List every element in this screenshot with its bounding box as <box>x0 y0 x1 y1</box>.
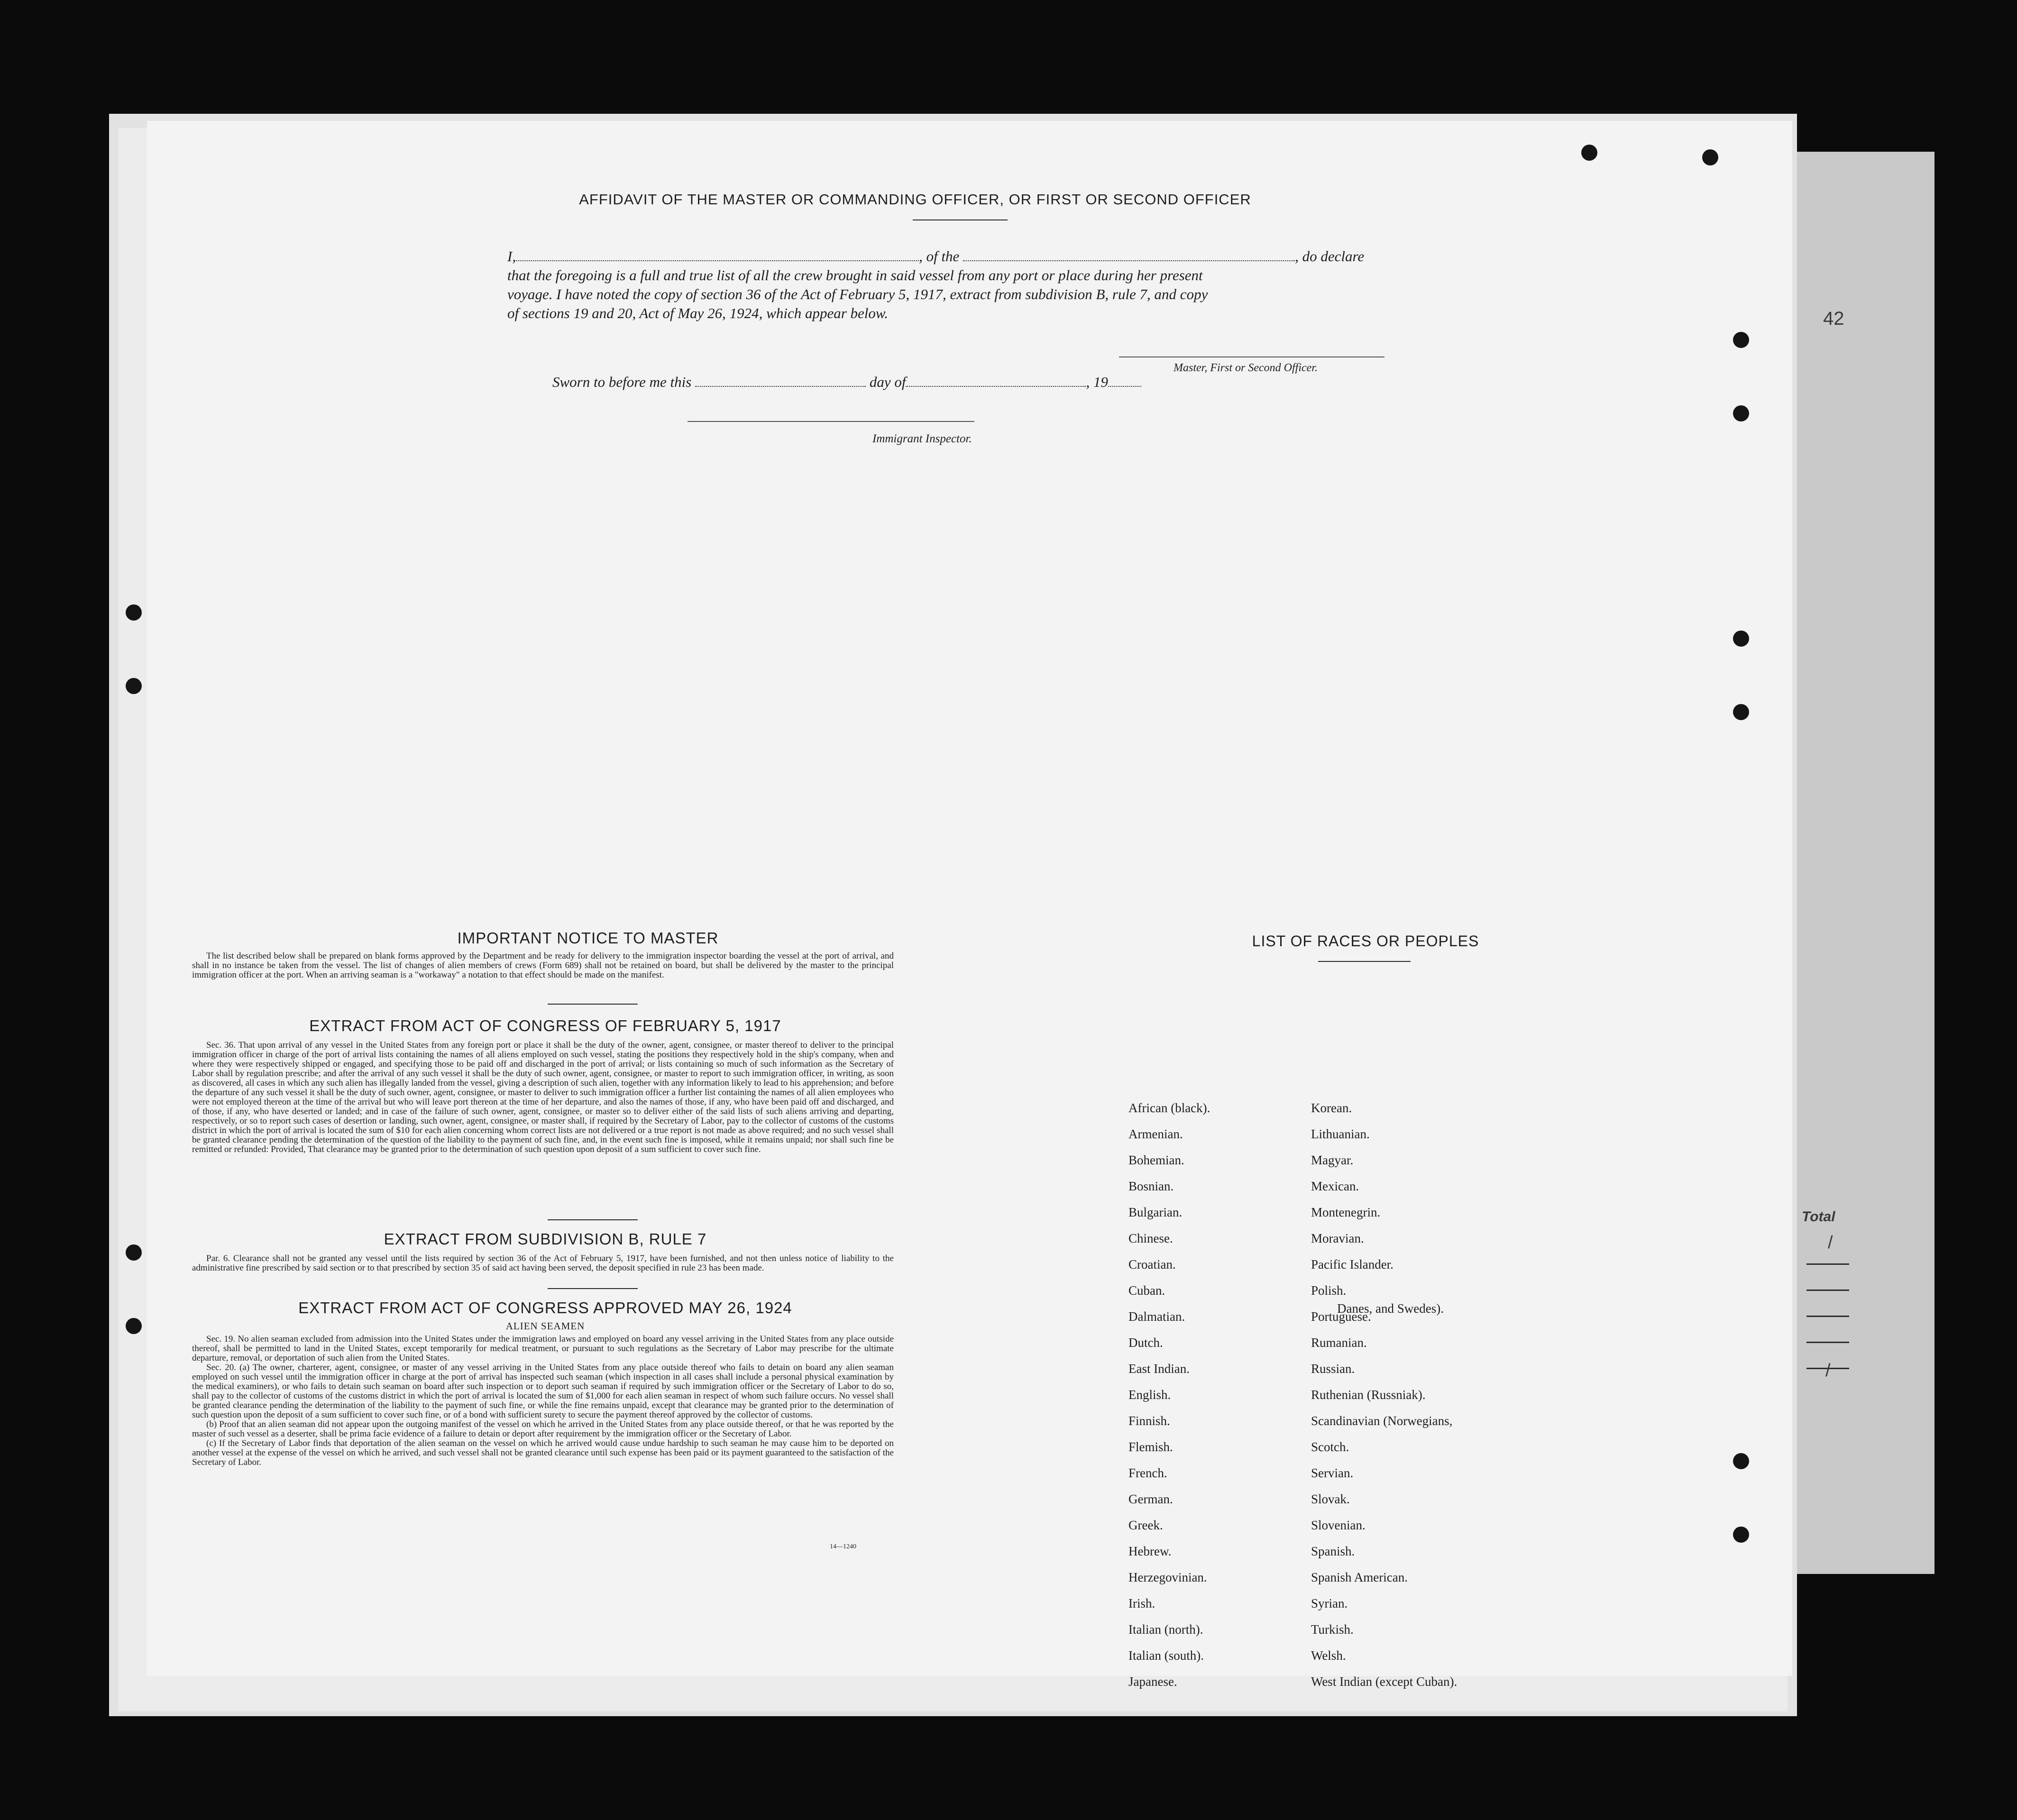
binder-hole <box>1702 149 1718 165</box>
race-item: Finnish. <box>1128 1414 1170 1428</box>
race-item: Dalmatian. <box>1128 1309 1185 1324</box>
race-item: Servian. <box>1311 1466 1354 1480</box>
section-rule <box>548 1288 638 1289</box>
inspector-label: Immigrant Inspector. <box>872 432 972 445</box>
rule7-paragraph: Par. 6. Clearance shall not be granted any vessel until the lists required by section 36 of the Act of February 5, 1917, have been furnished, and not then unless notice of liability to the administrative fine prescribed by said section or to that prescribed by section 35 of said act having been served, the deposit specified in rule 23 has been made. <box>192 1253 894 1273</box>
page-number: 42 <box>1823 308 1844 329</box>
section-20c-paragraph: (c) If the Secretary of Labor finds that deportation of the alien seaman on the vessel on which he arrived would cause undue hardship to such seaman he may cause him to be deported on another vessel at the expense of the vessel on which he arrived, and such vessel shall not be granted clearance until such expense has been paid or its payment guaranteed to the satisfaction of the Secretary of Labor. <box>192 1438 894 1467</box>
race-item: Bosnian. <box>1128 1179 1174 1193</box>
race-item: Magyar. <box>1311 1153 1354 1167</box>
tally-heading: Total <box>1802 1209 1835 1225</box>
race-item: Bulgarian. <box>1128 1205 1183 1219</box>
race-item: Ruthenian (Russniak). <box>1311 1388 1426 1402</box>
tally-mark: / <box>1828 1233 1833 1253</box>
race-item: African (black). <box>1128 1101 1210 1115</box>
race-item: East Indian. <box>1128 1362 1190 1376</box>
section-20b-paragraph: (b) Proof that an alien seaman did not appear upon the outgoing manifest of the vessel on which he arrived in the United States from any place outside thereof, or that he was reported by the master of such vessel as a deserter, shall be prima facie evidence of a failure to detain or deport after requirement by the immigration officer or the Secretary of Labor. <box>192 1419 894 1439</box>
races-left-column <box>1128 1095 1210 1695</box>
notice-text <box>192 951 894 980</box>
binder-hole <box>1733 1527 1749 1543</box>
title-rule <box>913 219 1008 220</box>
race-item: West Indian (except Cuban). <box>1311 1674 1458 1689</box>
inspector-signature-line <box>688 421 974 422</box>
binder-hole <box>1733 631 1749 647</box>
binder-hole <box>126 678 142 694</box>
binder-hole <box>126 1244 142 1261</box>
section-19-paragraph: Sec. 19. No alien seaman excluded from admission into the United States under the immigration laws and employed on board any vessel arriving in the United States from any place outside thereof, shall be permitted to land in the United States, except temporarily for medical treatment, or pursuant to such regulations as the Secretary of Labor may prescribe for the ultimate departure, removal, or deportation of such alien from the United States. <box>192 1334 894 1363</box>
binder-hole <box>1733 332 1749 348</box>
affidavit-line-4: of sections 19 and 20, Act of May 26, 1924, which appear below. <box>507 305 889 321</box>
section-20a-paragraph: Sec. 20. (a) The owner, charterer, agent, consignee, or master of any vessel arriving in the United States from any place outside thereof who fails to detain on board any alien seaman employed on such vessel until the immigration officer in charge at the port of arrival has inspected such seaman (which inspection in all cases shall include a personal physical examination by the medical examiners), or who fails to detain such seaman on board after such inspection or to deport such seaman if required by such immigration officer or the Secretary of Labor to do so, shall pay to the collector of customs of the customs district in which the port of arrival is located the sum of $1,000 for each alien seaman in respect of whom such failure occurs. No vessel shall be granted clearance pending the determination of the liability to the payment of such fine, or while the fine remains unpaid, except that clearance may be granted prior to the determination of such question upon the deposit of a sum sufficient to cover such fine, or of a bond with sufficient surety to secure the payment thereof approved by the collector of customs. <box>192 1363 894 1420</box>
races-title: LIST OF RACES OR PEOPLES <box>1252 933 1479 950</box>
document-page <box>147 121 1792 1689</box>
races-title-rule <box>1318 961 1411 962</box>
sworn-line <box>552 372 1141 392</box>
race-item: Portuguese. <box>1311 1309 1371 1324</box>
race-item: Armenian. <box>1128 1127 1183 1141</box>
tally-line <box>1806 1263 1849 1265</box>
race-item: Cuban. <box>1128 1283 1165 1298</box>
races-right-column <box>1311 1095 1457 1695</box>
tally-line <box>1806 1316 1849 1317</box>
race-item: Spanish. <box>1311 1544 1355 1558</box>
rule7-title: EXTRACT FROM SUBDIVISION B, RULE 7 <box>384 1230 707 1248</box>
sworn-before: Sworn to before me this <box>552 374 692 390</box>
master-signature-label: Master, First or Second Officer. <box>1174 362 1318 374</box>
race-item: Herzegovinian. <box>1128 1570 1207 1584</box>
binder-hole <box>126 1318 142 1334</box>
year-prefix: , 19 <box>1086 374 1108 390</box>
races-right-continuation: Danes, and Swedes). <box>1337 1301 1444 1316</box>
year-blank <box>1108 375 1141 387</box>
form-number: 14—1240 <box>830 1543 856 1550</box>
race-item: Welsh. <box>1311 1648 1346 1663</box>
month-blank <box>906 375 1086 387</box>
race-item: Italian (south). <box>1128 1648 1204 1663</box>
affidavit-line-2: that the foregoing is a full and true list of all the crew brought in said vessel from any port or place during her present <box>507 267 1203 284</box>
race-item: Montenegrin. <box>1311 1205 1381 1219</box>
extract-1917-text <box>192 1041 894 1154</box>
binder-hole <box>126 604 142 621</box>
extract-1924-text <box>192 1335 894 1467</box>
race-item: Greek. <box>1128 1518 1163 1532</box>
affidavit-declare: , do declare <box>1295 248 1365 265</box>
vessel-blank <box>963 249 1295 261</box>
section-rule <box>548 1219 638 1220</box>
binder-hole <box>1581 145 1597 161</box>
race-item: Flemish. <box>1128 1440 1173 1454</box>
tally-mark: / <box>1825 1361 1831 1381</box>
race-item: German. <box>1128 1492 1173 1506</box>
race-item: Scotch. <box>1311 1440 1349 1454</box>
race-item: Chinese. <box>1128 1231 1173 1245</box>
race-item: Bohemian. <box>1128 1153 1184 1167</box>
notice-paragraph: The list described below shall be prepared on blank forms approved by the Department and be ready for delivery to the immigration inspector boarding the vessel at the port of arrival, and shall in no instance be taken from the vessel. The list of changes of alien members of crews (Form 689) shall not be retained on board, but shall be delivered by the master to the principal immigration officer at the port. When an arriving seaman is a "workaway" a notation to that effect should be made on the manifest. <box>192 951 894 980</box>
race-item: Hebrew. <box>1128 1544 1172 1558</box>
day-of: day of <box>869 374 906 390</box>
binder-hole <box>1733 1453 1749 1469</box>
race-item: English. <box>1128 1388 1171 1402</box>
affidavit-line-1 <box>507 247 1364 266</box>
binder-hole <box>1733 405 1749 421</box>
race-item: Russian. <box>1311 1362 1355 1376</box>
race-item: French. <box>1128 1466 1167 1480</box>
race-item: Lithuanian. <box>1311 1127 1370 1141</box>
affidavit-i: I, <box>507 248 516 265</box>
binder-hole <box>1733 704 1749 720</box>
race-item: Croatian. <box>1128 1257 1176 1271</box>
affidavit-line-3: voyage. I have noted the copy of section 36 of the Act of February 5, 1917, extract from subdivision B, rule 7, and copy <box>507 286 1208 302</box>
race-item: Polish. <box>1311 1283 1347 1298</box>
race-item: Slovak. <box>1311 1492 1350 1506</box>
race-item: Spanish American. <box>1311 1570 1408 1584</box>
section-36-paragraph: Sec. 36. That upon arrival of any vessel in the United States from any foreign port or place it shall be the duty of the owner, agent, consignee, or master thereof to deliver to the principal immigration officer in charge of the port of arrival lists containing the names of all aliens employed on such vessel, stating the positions they respectively hold in the ship's company, when and where they were respectively shipped or engaged, and specifying those to be paid off and discharged in the port of arrival; or lists containing so much of such information as the Secretary of Labor shall by regulation prescribe; and after the arrival of any such vessel it shall be the duty of such owner, agent, consignee, or master to report to such immigration officer, in writing, as soon as discovered, all cases in which any such alien has illegally landed from the vessel, giving a description of such alien, together with any information likely to lead to his apprehension; and before the departure of any such vessel it shall be the duty of such owner, agent, consignee, or master to deliver to such immigration officer a further list containing the names of all alien employees who were not employed thereon at the time of the arrival but who will leave port thereon at the time of her departure, and also the names of those, if any, who have been paid off and discharged, and of those, if any, who have deserted or landed; and in case of the failure of such owner, agent, consignee, or master so to deliver either of the said lists of such aliens arriving and departing, respectively, or so to report such cases of desertion or landing, such owner, agent, consignee, or master shall, if required by the Secretary of Labor, pay to the collector of customs of the customs district in which the port of arrival is located the sum of $10 for each alien concerning whom correct lists are not delivered or a true report is not made as above required; and no such vessel shall be granted clearance pending the determination of the question of the liability to the payment of such fine, and, in the event such fine is imposed, while it remains unpaid; nor shall such fine be remitted or refunded: Provided, That clearance may be granted prior to the determination of such question upon deposit of a sum sufficient to cover such fine. <box>192 1040 894 1154</box>
race-item: Mexican. <box>1311 1179 1359 1193</box>
extract-1917-title: EXTRACT FROM ACT OF CONGRESS OF FEBRUARY 5, 1917 <box>309 1017 781 1034</box>
notice-title: IMPORTANT NOTICE TO MASTER <box>457 929 719 947</box>
race-item: Turkish. <box>1311 1622 1354 1637</box>
race-item: Dutch. <box>1128 1335 1163 1350</box>
sworn-day-blank <box>695 375 866 387</box>
race-item: Japanese. <box>1128 1674 1177 1689</box>
race-item: Moravian. <box>1311 1231 1364 1245</box>
race-item: Korean. <box>1311 1101 1352 1115</box>
name-blank <box>516 249 919 261</box>
race-item: Scandinavian (Norwegians, <box>1311 1414 1453 1428</box>
rule7-text <box>192 1254 894 1273</box>
race-item: Syrian. <box>1311 1596 1348 1610</box>
race-item: Slovenian. <box>1311 1518 1366 1532</box>
alien-seamen-subtitle: ALIEN SEAMEN <box>505 1320 585 1332</box>
tally-line <box>1806 1342 1849 1343</box>
affidavit-of-the: , of the <box>919 248 960 265</box>
race-item: Irish. <box>1128 1596 1155 1610</box>
extract-1924-title: EXTRACT FROM ACT OF CONGRESS APPROVED MAY 26, 1924 <box>298 1299 792 1317</box>
section-rule <box>548 1004 638 1005</box>
race-item: Pacific Islander. <box>1311 1257 1394 1271</box>
race-item: Rumanian. <box>1311 1335 1367 1350</box>
race-item: Italian (north). <box>1128 1622 1203 1637</box>
tally-line <box>1806 1290 1849 1291</box>
affidavit-title: AFFIDAVIT OF THE MASTER OR COMMANDING OFFICER, OR FIRST OR SECOND OFFICER <box>579 191 1251 208</box>
